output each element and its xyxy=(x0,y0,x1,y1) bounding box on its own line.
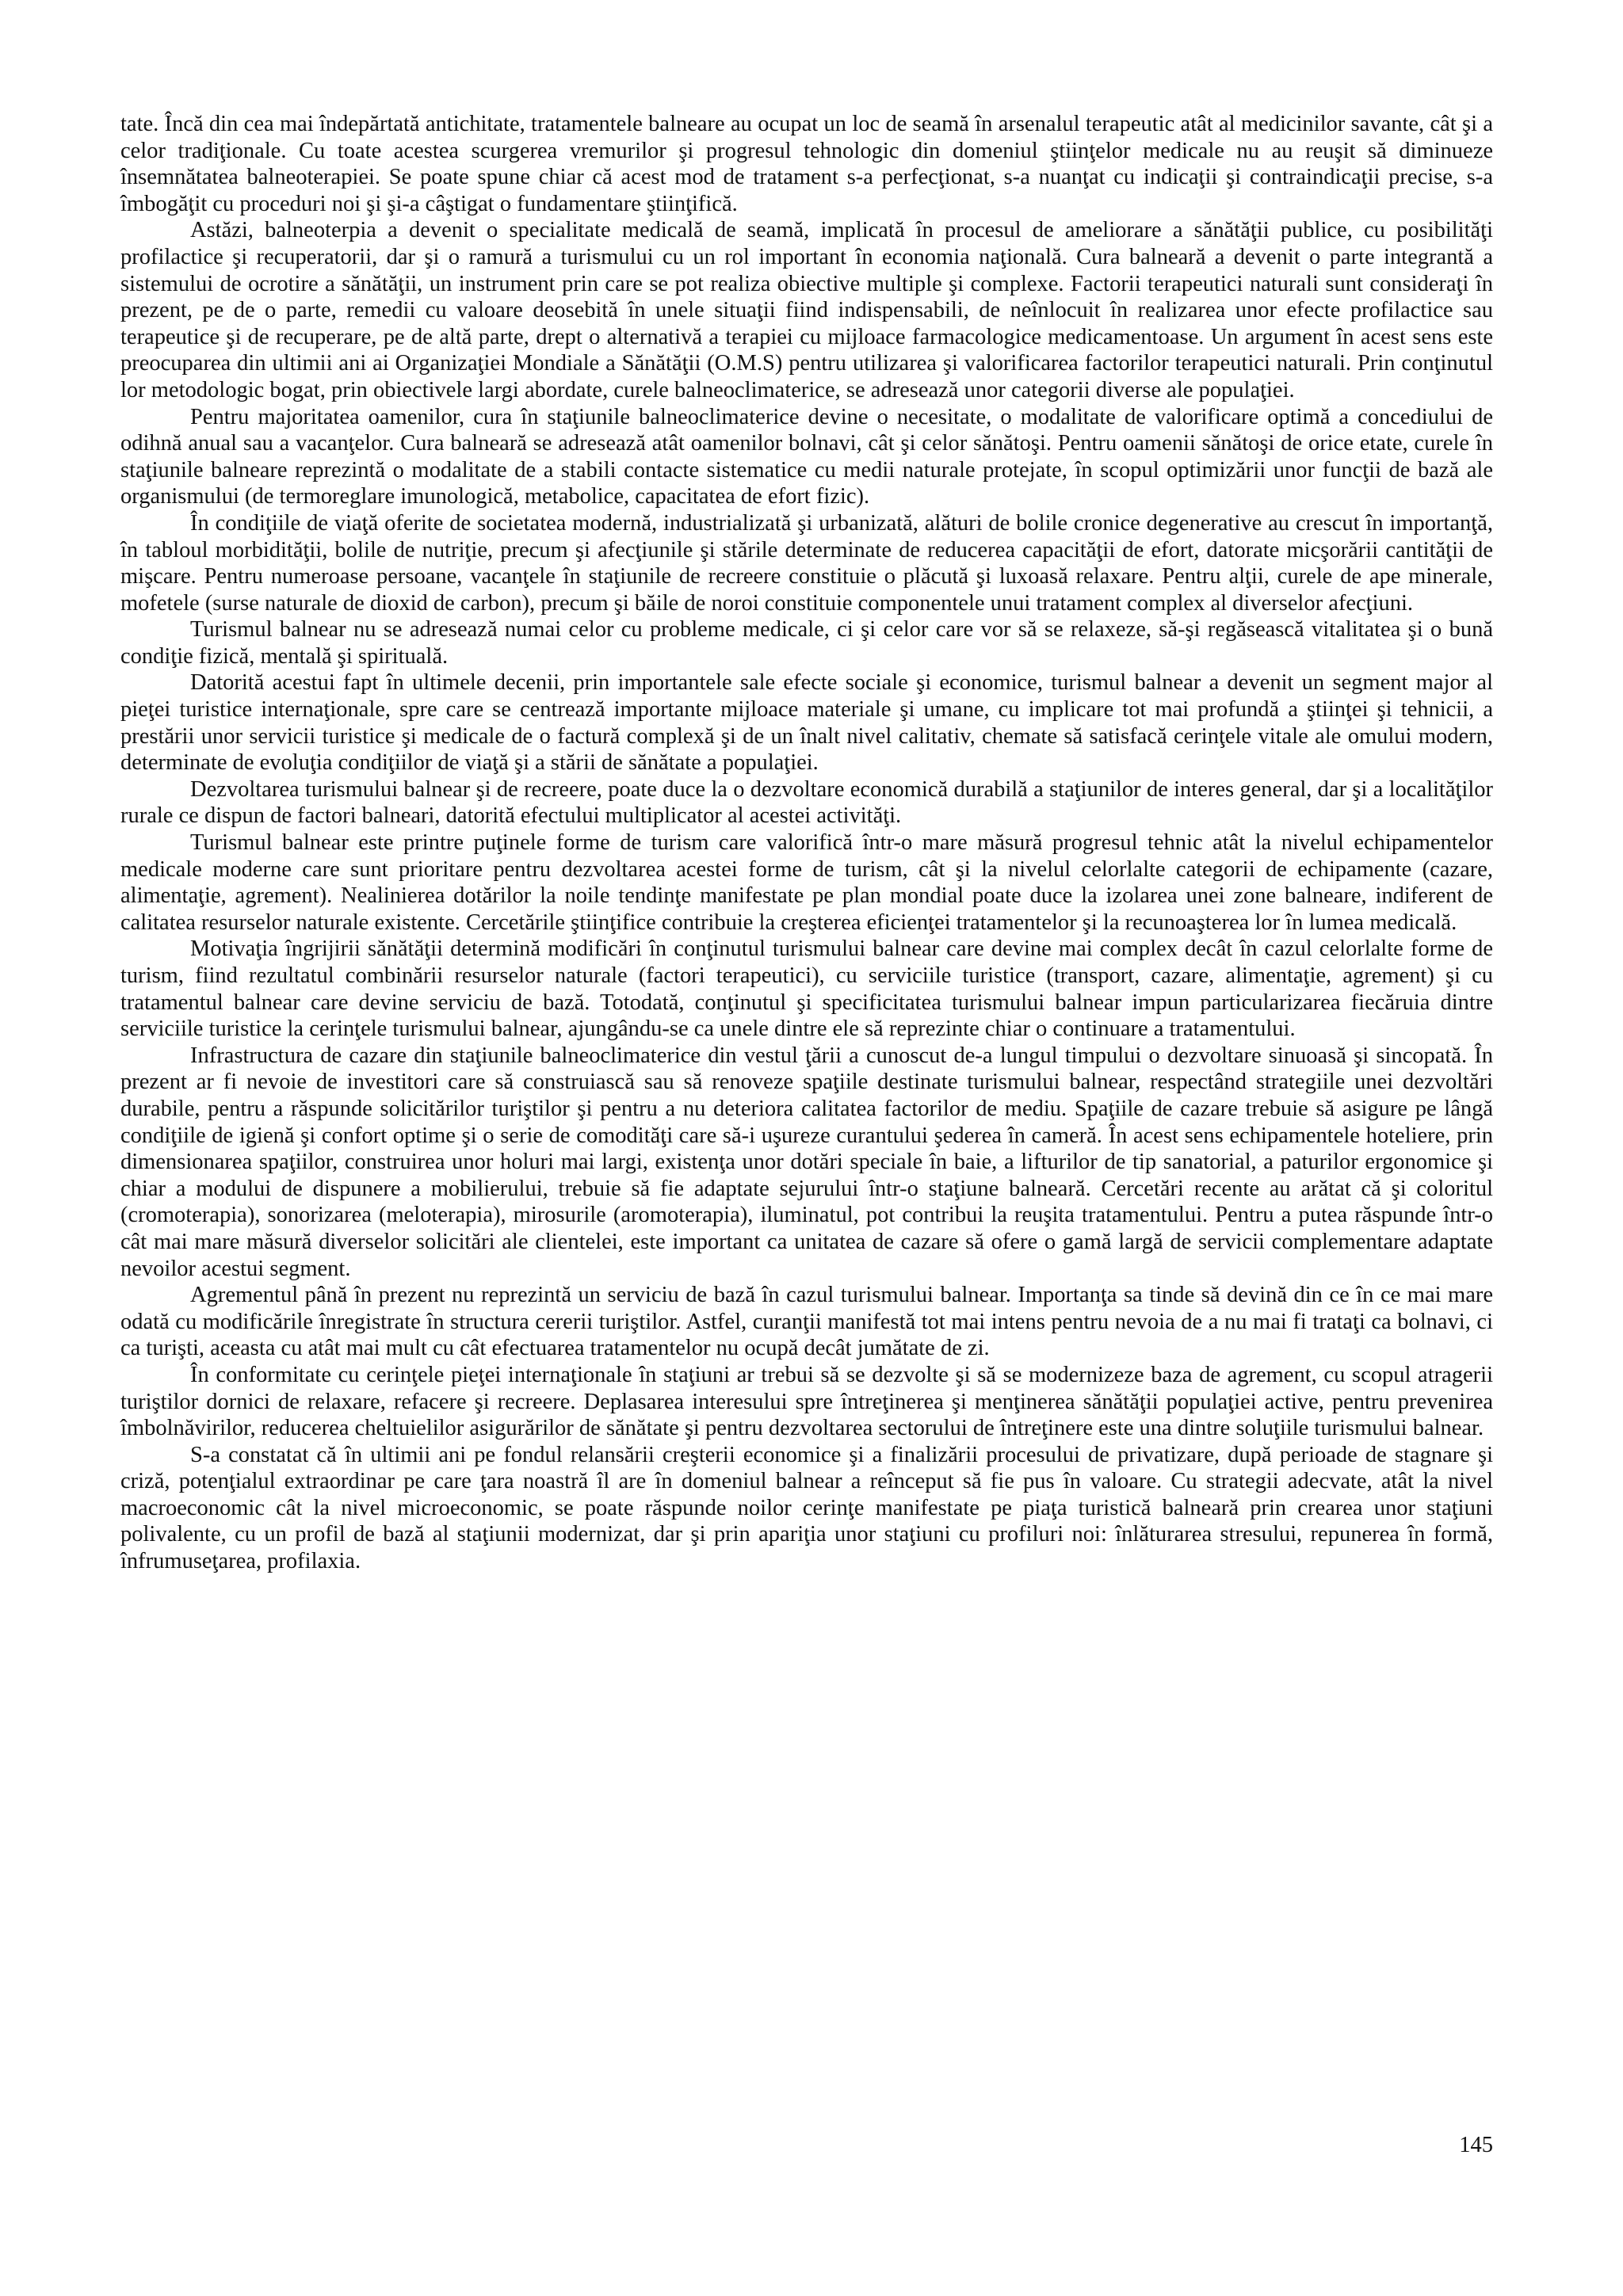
paragraph-9: Motivaţia îngrijirii sănătăţii determină modificări în conţinutul turismului balnear care devine mai complex decât în cazul celorlalte forme de turism, fiind rezultatul combinării resurselor naturale (factori terapeutici), cu serviciile turistice (transport, cazare, alimentaţie, agrement) şi cu tratamentul balnear care devine serviciu de bază. Totodată, conţinutul şi specificitatea turismului balnear impun particularizarea fiecăruia dintre serviciile turistice la cerinţele turismului balnear, ajungându-se ca unele dintre ele să reprezinte chiar o continuare a tratamentului. xyxy=(120,936,1493,1042)
paragraph-12: În conformitate cu cerinţele pieţei internaţionale în staţiuni ar trebui să se dezvolte şi să se modernizeze baza de agrement, cu scopul atragerii turiştilor dornici de relaxare, refacere şi recreere. Deplasarea interesului spre întreţinerea şi menţinerea sănătăţii populaţiei active, pentru prevenirea îmbolnăvirilor, reducerea cheltuielilor asigurărilor de sănătate şi pentru dezvoltarea sectorului de întreţinere este una dintre soluţiile turismului balnear. xyxy=(120,1362,1493,1441)
document-body xyxy=(120,111,1493,1575)
paragraph-8: Turismul balnear este printre puţinele forme de turism care valorifică într-o mare măsură progresul tehnic atât la nivelul echipamentelor medicale moderne care sunt prioritare pentru dezvoltarea acestei forme de turism, cât şi la nivelul celorlalte categorii de echipamente (cazare, alimentaţie, agrement). Nealinierea dotărilor la noile tendinţe manifestate pe plan mondial poate duce la izolarea unei zone balneare, indiferent de calitatea resurselor naturale existente. Cercetările ştiinţifice contribuie la creşterea eficienţei tratamentelor şi la recunoaşterea lor în lumea medicală. xyxy=(120,830,1493,935)
paragraph-4: În condiţiile de viaţă oferite de societatea modernă, industrializată şi urbanizată, alături de bolile cronice degenerative au crescut în importanţă, în tabloul morbidităţii, bolile de nutriţie, precum şi afecţiunile şi stările determinate de reducerea capacităţii de efort, datorate micşorării cantităţii de mişcare. Pentru numeroase persoane, vacanţele în staţiunile de recreere constituie o plăcută şi luxoasă relaxare. Pentru alţii, curele de ape minerale, mofetele (surse naturale de dioxid de carbon), precum şi băile de noroi constituie componentele unui tratament complex al diverselor afecţiuni. xyxy=(120,510,1493,616)
paragraph-13: S-a constatat că în ultimii ani pe fondul relansării creşterii economice şi a finalizării procesului de privatizare, după perioade de stagnare şi criză, potenţialul extraordinar pe care ţara noastră îl are în domeniul balnear a reînceput să fie pus în valoare. Cu strategii adecvate, atât la nivel macroeconomic cât la nivel microeconomic, se poate răspunde noilor cerinţe manifestate pe piaţa turistică balneară prin crearea unor staţiuni polivalente, cu un profil de bază al staţiunii modernizat, dar şi prin apariţia unor staţiuni cu profiluri noi: înlăturarea stresului, repunerea în formă, înfrumuseţarea, profilaxia. xyxy=(120,1442,1493,1574)
paragraph-11: Agrementul până în prezent nu reprezintă un serviciu de bază în cazul turismului balnear. Importanţa sa tinde să devină din ce în ce mai mare odată cu modificările înregistrate în structura cererii turiştilor. Astfel, curanţii manifestă tot mai intens pentru nevoia de a nu mai fi trataţi ca bolnavi, ci ca turişti, aceasta cu atât mai mult cu cât efectuarea tratamentelor nu ocupă decât jumătate de zi. xyxy=(120,1283,1493,1361)
paragraph-3: Pentru majoritatea oamenilor, cura în staţiunile balneoclimaterice devine o necesitate, o modalitate de valorificare optimă a concediului de odihnă anual sau a vacanţelor. Cura balneară se adresează atât oamenilor bolnavi, cât şi celor sănătoşi. Pentru oamenii sănătoşi de orice etate, curele în staţiunile balneare reprezintă o modalitate de a stabili contacte sistematice cu medii naturale protejate, în scopul optimizării unor funcţii de bază ale organismului (de termoreglare imunologică, metabolice, capacitatea de efort fizic). xyxy=(120,404,1493,509)
page-number: 145 xyxy=(1459,2133,1493,2157)
paragraph-7: Dezvoltarea turismului balnear şi de recreere, poate duce la o dezvoltare economică durabilă a staţiunilor de interes general, dar şi a localităţilor rurale ce dispun de factori balneari, datorită efectului multiplicator al acestei activităţi. xyxy=(120,776,1493,829)
paragraph-5: Turismul balnear nu se adresează numai celor cu probleme medicale, ci şi celor care vor să se relaxeze, să-şi regăsească vitalitatea şi o bună condiţie fizică, mentală şi spirituală. xyxy=(120,617,1493,669)
paragraph-1: tate. Încă din cea mai îndepărtată antichitate, tratamentele balneare au ocupat un loc de seamă în arsenalul terapeutic atât al medicinilor savante, cât şi a celor tradiţionale. Cu toate acestea scurgerea vremurilor şi progresul tehnologic din domeniul ştiinţelor medicale nu au reuşit să diminueze însemnătatea balneoterapiei. Se poate spune chiar că acest mod de tratament s-a perfecţionat, s-a nuanţat cu indicaţii şi contraindicaţii precise, s-a îmbogăţit cu proceduri noi şi şi-a câştigat o fundamentare ştiinţifică. xyxy=(120,112,1493,216)
paragraph-10: Infrastructura de cazare din staţiunile balneoclimaterice din vestul ţării a cunoscut de-a lungul timpului o dezvoltare sinuoasă şi sincopată. În prezent ar fi nevoie de investitori care să construiască sau să renoveze spaţiile destinate turismului balnear, respectând strategiile unei dezvoltări durabile, pentru a răspunde solicitărilor turiştilor şi pentru a nu deteriora calitatea factorilor de mediu. Spaţiile de cazare trebuie să asigure pe lângă condiţiile de igienă şi confort optime şi o serie de comodităţi care să-i uşureze curantului şederea în cameră. În acest sens echipamentele hoteliere, prin dimensionarea spaţiilor, construirea unor holuri mai largi, existenţa unor dotări speciale în baie, a lifturilor de tip sanatorial, a paturilor ergonomice şi chiar a modului de dispunere a mobilierului, trebuie să fie adaptate sejurului într-o staţiune balneară. Cercetări recente au arătat că şi coloritul (cromoterapia), sonorizarea (meloterapia), mirosurile (aromoterapia), iluminatul, pot contribui la reuşita tratamentului. Pentru a putea răspunde într-o cât mai mare măsură diverselor solicitări ale clientelei, este important ca unitatea de cazare să ofere o gamă largă de servicii complementare adaptate nevoilor acestui segment. xyxy=(120,1043,1493,1281)
paragraph-2: Astăzi, balneoterpia a devenit o specialitate medicală de seamă, implicată în procesul de ameliorare a sănătăţii publice, cu posibilităţi profilactice şi recuperatorii, dar şi o ramură a turismului cu un rol important în economia naţională. Cura balneară a devenit o parte integrantă a sistemului de ocrotire a sănătăţii, un instrument prin care se pot realiza obiective multiple şi complexe. Factorii terapeutici naturali sunt consideraţi în prezent, pe de o parte, remedii cu valoare deosebită în unele situaţii fiind indispensabili, de neînlocuit în realizarea unor efecte profilactice sau terapeutice şi de recuperare, pe de altă parte, drept o alternativă a terapiei cu mijloace farmacologice medicamentoase. Un argument în acest sens este preocuparea din ultimii ani ai Organizaţiei Mondiale a Sănătăţii (O.M.S) pentru utilizarea şi valorificarea factorilor terapeutici naturali. Prin conţinutul lor metodologic bogat, prin obiectivele largi abordate, curele balneoclimaterice, se adresează unor categorii diverse ale populaţiei. xyxy=(120,218,1493,402)
paragraph-6: Datorită acestui fapt în ultimele decenii, prin importantele sale efecte sociale şi economice, turismul balnear a devenit un segment major al pieţei turistice internaţionale, spre care se centrează importante mijloace materiale şi umane, cu implicare tot mai profundă a ştiinţei şi tehnicii, a prestării unor servicii turistice şi medicale de o factură complexă şi de un înalt nivel calitativ, chemate să satisfacă cerinţele vitale ale omului modern, determinate de evoluţia condiţiilor de viaţă şi a stării de sănătate a populaţiei. xyxy=(120,670,1493,776)
